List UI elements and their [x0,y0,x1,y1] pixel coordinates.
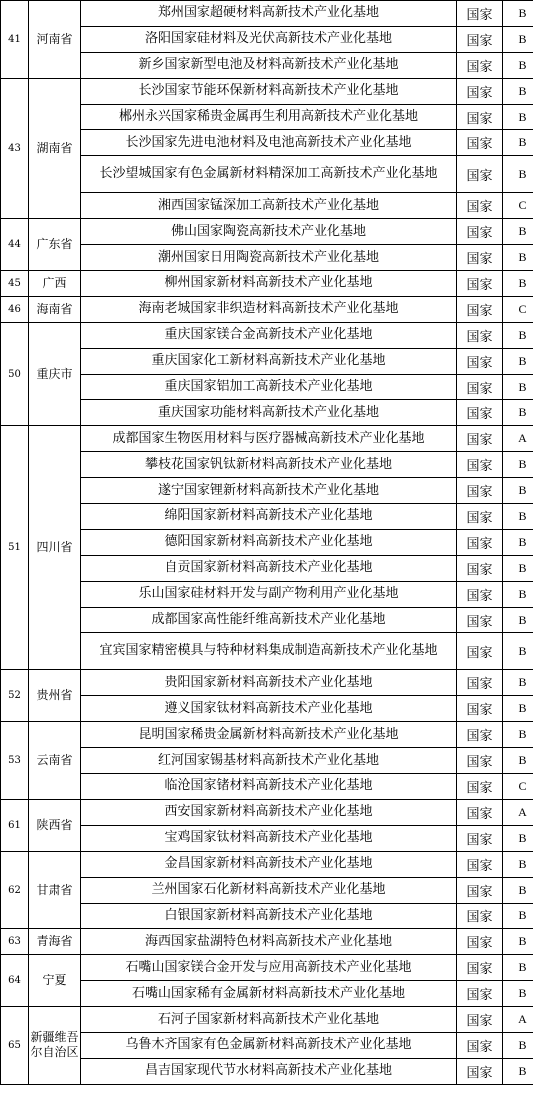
table-row [1,877,533,903]
base-level: 国家 [457,156,503,193]
base-level: 国家 [457,1058,503,1084]
group-number: 62 [1,851,29,929]
base-level: 国家 [457,722,503,748]
table-row [1,296,533,322]
base-name: 宝鸡国家钛材料高新技术产业化基地 [81,825,457,851]
base-name: 长沙国家节能环保新材料高新技术产业化基地 [81,78,457,104]
table-row [1,581,533,607]
province-name: 青海省 [29,929,81,955]
base-level: 国家 [457,825,503,851]
base-name: 郴州永兴国家稀贵金属再生利用高新技术产业化基地 [81,104,457,130]
base-name: 遂宁国家锂新材料高新技术产业化基地 [81,478,457,504]
base-name: 临沧国家锗材料高新技术产业化基地 [81,774,457,800]
base-grade: B [503,156,533,193]
base-grade: B [503,607,533,633]
table-row [1,452,533,478]
base-name: 绵阳国家新材料高新技术产业化基地 [81,504,457,530]
table-row [1,271,533,297]
base-grade: B [503,825,533,851]
base-name: 重庆国家功能材料高新技术产业化基地 [81,400,457,426]
group-number: 51 [1,426,29,670]
base-level: 国家 [457,748,503,774]
province-name: 贵州省 [29,670,81,722]
base-level: 国家 [457,130,503,156]
base-name: 重庆国家铝加工高新技术产业化基地 [81,374,457,400]
base-level: 国家 [457,1032,503,1058]
table-row [1,1058,533,1084]
base-grade: B [503,981,533,1007]
table-row [1,607,533,633]
base-name: 德阳国家新材料高新技术产业化基地 [81,529,457,555]
base-level: 国家 [457,271,503,297]
group-number: 43 [1,78,29,219]
base-name: 西安国家新材料高新技术产业化基地 [81,799,457,825]
base-grade: B [503,955,533,981]
base-name: 新乡国家新型电池及材料高新技术产业化基地 [81,52,457,78]
base-grade: B [503,26,533,52]
table-row [1,555,533,581]
table-row [1,504,533,530]
base-level: 国家 [457,296,503,322]
base-level: 国家 [457,633,503,670]
base-name: 兰州国家石化新材料高新技术产业化基地 [81,877,457,903]
base-level: 国家 [457,193,503,219]
table-row [1,748,533,774]
table-row [1,78,533,104]
table-row [1,903,533,929]
base-level: 国家 [457,670,503,696]
base-name: 遵义国家钛材料高新技术产业化基地 [81,696,457,722]
base-name: 红河国家锡基材料高新技术产业化基地 [81,748,457,774]
table-row [1,696,533,722]
table-row [1,52,533,78]
base-grade: B [503,322,533,348]
table-row [1,799,533,825]
province-name: 广东省 [29,219,81,271]
base-name: 攀枝花国家钒钛新材料高新技术产业化基地 [81,452,457,478]
base-grade: B [503,903,533,929]
base-grade: C [503,193,533,219]
base-grade: B [503,633,533,670]
table-row [1,26,533,52]
base-level: 国家 [457,696,503,722]
base-grade: B [503,348,533,374]
base-name: 潮州国家日用陶瓷高新技术产业化基地 [81,245,457,271]
base-name: 昌吉国家现代节水材料高新技术产业化基地 [81,1058,457,1084]
base-level: 国家 [457,400,503,426]
base-level: 国家 [457,1,503,27]
table-row [1,348,533,374]
table-row [1,1007,533,1033]
province-name: 河南省 [29,1,81,79]
base-name: 乌鲁木齐国家有色金属新材料高新技术产业化基地 [81,1032,457,1058]
table-row [1,130,533,156]
base-level: 国家 [457,903,503,929]
province-name: 湖南省 [29,78,81,219]
base-grade: B [503,670,533,696]
province-name: 陕西省 [29,799,81,851]
table-row [1,104,533,130]
group-number: 53 [1,722,29,800]
group-number: 46 [1,296,29,322]
base-name: 自贡国家新材料高新技术产业化基地 [81,555,457,581]
base-level: 国家 [457,1007,503,1033]
province-name: 海南省 [29,296,81,322]
base-level: 国家 [457,219,503,245]
province-name: 云南省 [29,722,81,800]
base-level: 国家 [457,581,503,607]
province-name: 宁夏 [29,955,81,1007]
base-grade: B [503,1,533,27]
base-grade: B [503,1032,533,1058]
base-level: 国家 [457,504,503,530]
base-grade: A [503,1007,533,1033]
base-level: 国家 [457,851,503,877]
base-grade: B [503,504,533,530]
base-level: 国家 [457,52,503,78]
table-row [1,670,533,696]
table-row [1,426,533,452]
base-grade: B [503,555,533,581]
base-grade: B [503,478,533,504]
base-level: 国家 [457,26,503,52]
base-grade: B [503,52,533,78]
base-name: 佛山国家陶瓷高新技术产业化基地 [81,219,457,245]
base-level: 国家 [457,426,503,452]
base-level: 国家 [457,529,503,555]
base-level: 国家 [457,929,503,955]
base-level: 国家 [457,374,503,400]
base-grade: A [503,799,533,825]
base-grade: B [503,696,533,722]
base-grade: B [503,219,533,245]
table-row [1,193,533,219]
base-name: 乐山国家硅材料开发与副产物利用产业化基地 [81,581,457,607]
group-number: 41 [1,1,29,79]
group-number: 44 [1,219,29,271]
base-grade: B [503,374,533,400]
base-level: 国家 [457,104,503,130]
table-row [1,955,533,981]
base-grade: B [503,748,533,774]
table-row [1,722,533,748]
table-row [1,156,533,193]
base-level: 国家 [457,478,503,504]
base-name: 长沙望城国家有色金属新材料精深加工高新技术产业化基地 [81,156,457,193]
base-name: 贵阳国家新材料高新技术产业化基地 [81,670,457,696]
province-name: 四川省 [29,426,81,670]
base-grade: B [503,452,533,478]
base-name: 成都国家高性能纤维高新技术产业化基地 [81,607,457,633]
group-number: 50 [1,322,29,426]
base-name: 石嘴山国家稀有金属新材料高新技术产业化基地 [81,981,457,1007]
group-number: 45 [1,271,29,297]
table-row [1,374,533,400]
table-row [1,322,533,348]
base-level: 国家 [457,981,503,1007]
base-level: 国家 [457,955,503,981]
base-name: 柳州国家新材料高新技术产业化基地 [81,271,457,297]
base-grade: B [503,877,533,903]
base-level: 国家 [457,245,503,271]
base-name: 石嘴山国家镁合金开发与应用高新技术产业化基地 [81,955,457,981]
base-name: 重庆国家镁合金高新技术产业化基地 [81,322,457,348]
base-grade: B [503,400,533,426]
base-grade: B [503,104,533,130]
base-grade: B [503,245,533,271]
base-level: 国家 [457,799,503,825]
base-name: 海西国家盐湖特色材料高新技术产业化基地 [81,929,457,955]
base-name: 洛阳国家硅材料及光伏高新技术产业化基地 [81,26,457,52]
table-row [1,478,533,504]
table-row [1,400,533,426]
base-name: 郑州国家超硬材料高新技术产业化基地 [81,1,457,27]
base-grade: B [503,271,533,297]
table-row [1,1032,533,1058]
group-number: 52 [1,670,29,722]
province-name: 新疆维吾尔自治区 [29,1007,81,1085]
base-grade: B [503,529,533,555]
base-grade: B [503,78,533,104]
province-name: 重庆市 [29,322,81,426]
table-row [1,529,533,555]
base-name: 金昌国家新材料高新技术产业化基地 [81,851,457,877]
base-level: 国家 [457,348,503,374]
base-grade: C [503,774,533,800]
base-name: 重庆国家化工新材料高新技术产业化基地 [81,348,457,374]
base-level: 国家 [457,774,503,800]
base-grade: B [503,581,533,607]
province-name: 广西 [29,271,81,297]
base-name: 湘西国家锰深加工高新技术产业化基地 [81,193,457,219]
base-grade: B [503,130,533,156]
table-row [1,633,533,670]
base-grade: B [503,722,533,748]
base-name: 石河子国家新材料高新技术产业化基地 [81,1007,457,1033]
base-level: 国家 [457,555,503,581]
table-row [1,245,533,271]
base-name: 成都国家生物医用材料与医疗器械高新技术产业化基地 [81,426,457,452]
group-number: 64 [1,955,29,1007]
base-grade: B [503,1058,533,1084]
base-name: 长沙国家先进电池材料及电池高新技术产业化基地 [81,130,457,156]
group-number: 63 [1,929,29,955]
base-name: 昆明国家稀贵金属新材料高新技术产业化基地 [81,722,457,748]
table-row [1,1,533,27]
table-row [1,825,533,851]
province-name: 甘肃省 [29,851,81,929]
base-grade: A [503,426,533,452]
table-row [1,929,533,955]
base-level: 国家 [457,877,503,903]
base-level: 国家 [457,452,503,478]
base-level: 国家 [457,78,503,104]
table-body [1,1,533,1085]
base-grade: B [503,851,533,877]
base-grade: C [503,296,533,322]
base-level: 国家 [457,607,503,633]
group-number: 65 [1,1007,29,1085]
group-number: 61 [1,799,29,851]
base-name: 宜宾国家精密模具与特种材料集成制造高新技术产业化基地 [81,633,457,670]
table-row [1,981,533,1007]
base-name: 海南老城国家非织造材料高新技术产业化基地 [81,296,457,322]
table-row [1,219,533,245]
base-name: 白银国家新材料高新技术产业化基地 [81,903,457,929]
base-level: 国家 [457,322,503,348]
table-row [1,774,533,800]
table-row [1,851,533,877]
base-grade: B [503,929,533,955]
